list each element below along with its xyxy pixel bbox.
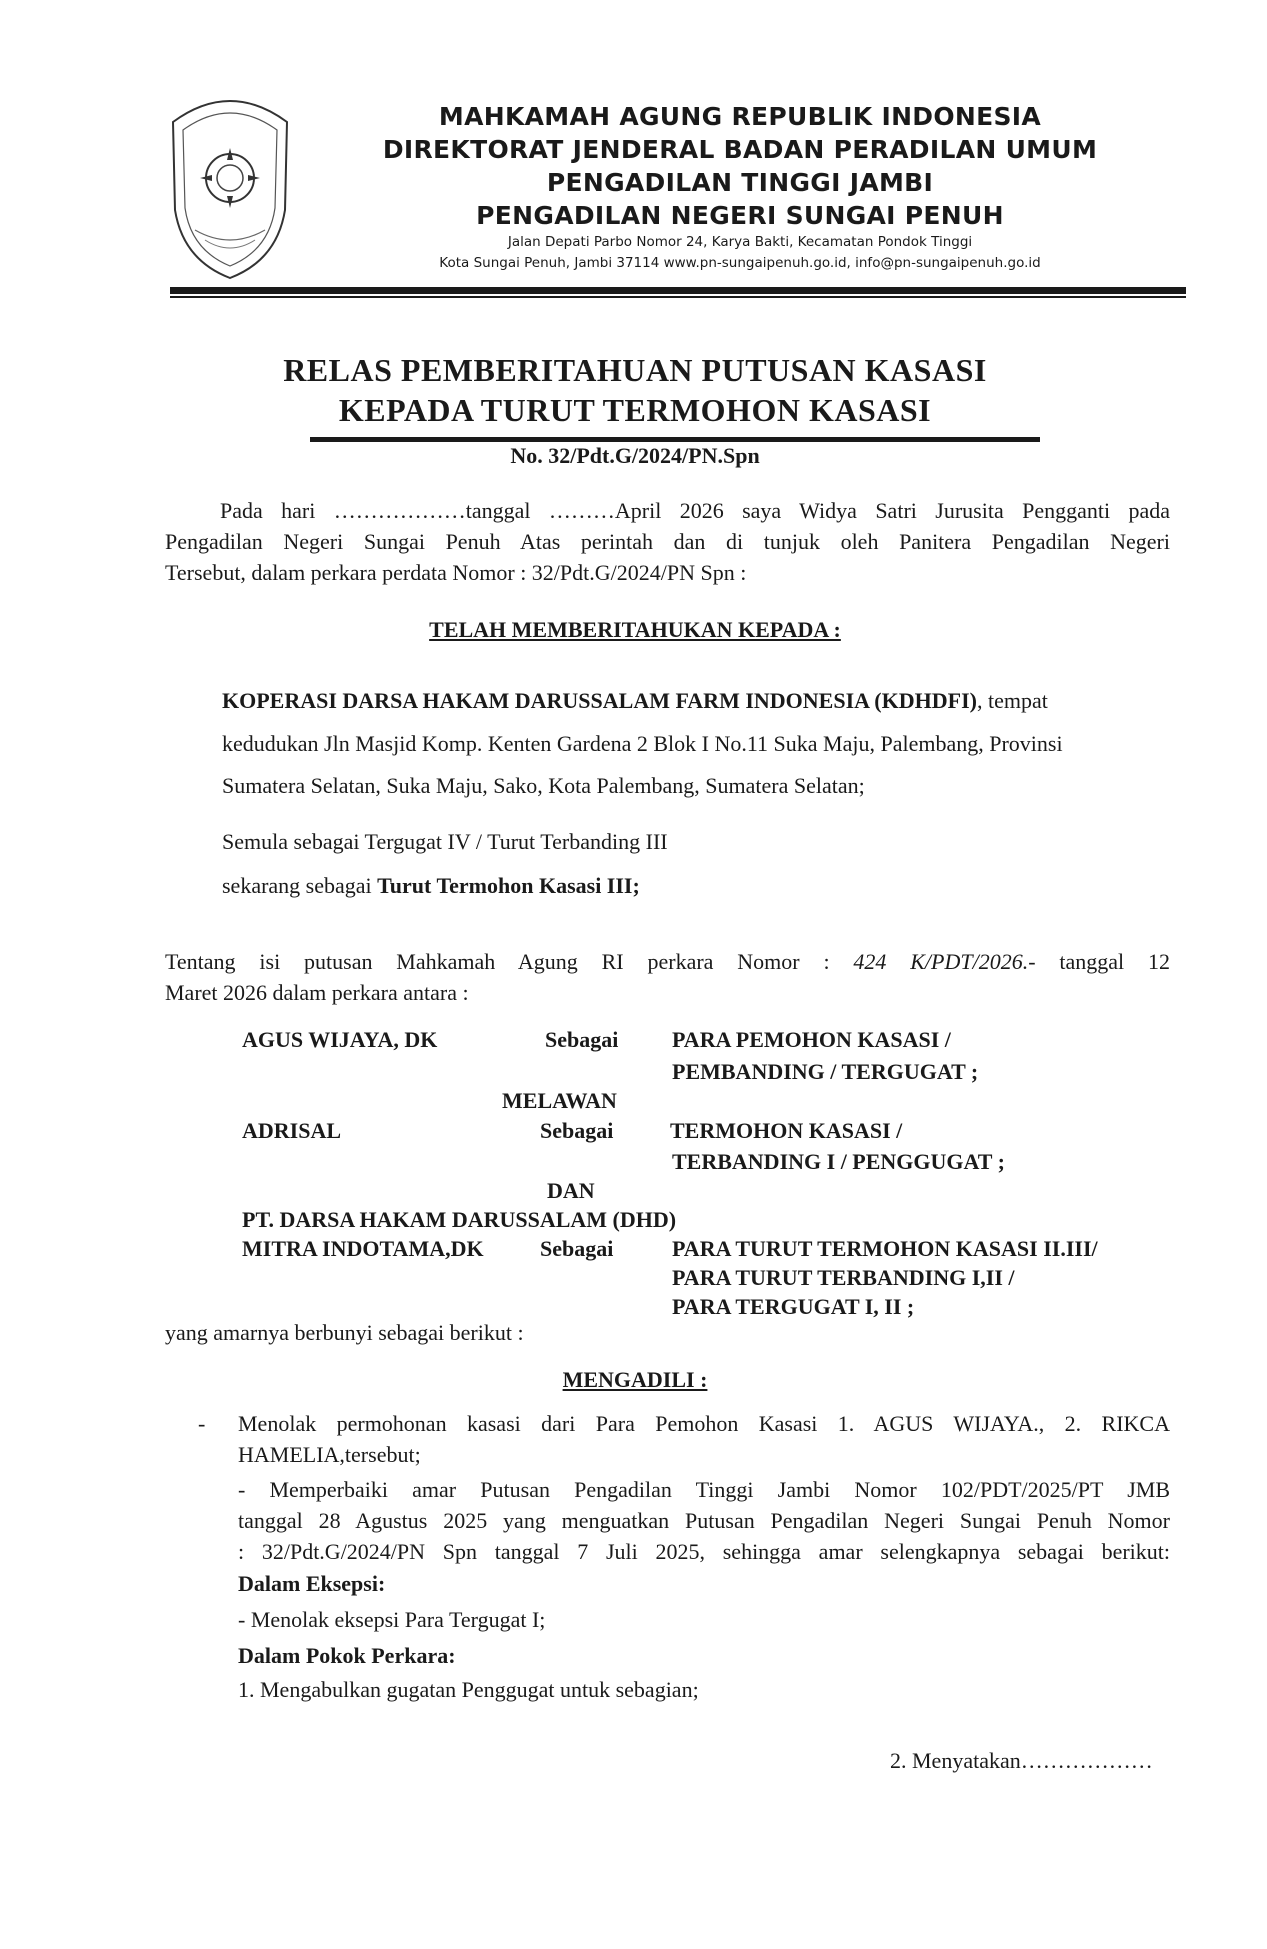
recipient-address-1: kedudukan Jln Masjid Komp. Kenten Gardena 2 Blok I No.11 Suka Maju, Palembang, Provinsi (222, 731, 1063, 756)
court-seal-logo (165, 90, 295, 285)
party-3-role-1: PARA TURUT TERMOHON KASASI II.III/ (672, 1236, 1098, 1261)
decision-prefix: Tentang isi putusan Mahkamah Agung RI perkara Nomor : (165, 949, 854, 974)
letterhead-line-2: DIREKTORAT JENDERAL BADAN PERADILAN UMUM (382, 135, 1098, 164)
verdict-item-1-line-2: HAMELIA,tersebut; (238, 1442, 421, 1467)
intro-line-1: Pada hari ………………tanggal ………April 2026 saya Widya Satri Jurusita Pengganti pada (220, 498, 1170, 523)
document-title-line-1: RELAS PEMBERITAHUAN PUTUSAN KASASI (283, 352, 987, 388)
document-title-line-2: KEPADA TURUT TERMOHON KASASI (338, 392, 932, 428)
party-2-as: Sebagai (540, 1118, 614, 1143)
recipient-name: KOPERASI DARSA HAKAM DARUSSALAM FARM INDONESIA (KDHDFI) (222, 688, 977, 713)
letterhead-line-4: PENGADILAN NEGERI SUNGAI PENUH (476, 201, 1004, 230)
intro-line-2: Pengadilan Negeri Sungai Penuh Atas perintah dan di tunjuk oleh Panitera Pengadilan Negeri (165, 529, 1170, 554)
party-1-name: AGUS WIJAYA, DK (242, 1027, 438, 1052)
pokok-perkara-item-1: 1. Mengabulkan gugatan Penggugat untuk sebagian; (238, 1677, 699, 1702)
party-3-role-3: PARA TERGUGAT I, II ; (672, 1294, 915, 1319)
party-3-name-1: PT. DARSA HAKAM DARUSSALAM (DHD) (242, 1207, 677, 1232)
recipient-name-suffix: , tempat (976, 688, 1048, 713)
letterhead-line-3: PENGADILAN TINGGI JAMBI (546, 168, 934, 197)
decision-line-1 (165, 947, 1170, 976)
page-continuation: 2. Menyatakan……………… (890, 1748, 1153, 1773)
party-2-role-1: TERMOHON KASASI / (670, 1118, 903, 1143)
amar-intro: yang amarnya berbunyi sebagai berikut : (165, 1320, 524, 1345)
party-3-name-2: MITRA INDOTAMA,DK (242, 1236, 484, 1261)
recipient-formerly: Semula sebagai Tergugat IV / Turut Terbanding III (222, 829, 668, 854)
decision-suffix: tanggal 12 (1035, 949, 1170, 974)
recipient-address-2: Sumatera Selatan, Suka Maju, Sako, Kota Palembang, Sumatera Selatan; (222, 773, 865, 798)
party-1-role-2: PEMBANDING / TERGUGAT ; (672, 1059, 979, 1084)
heading-notify: TELAH MEMBERITAHUKAN KEPADA : (429, 617, 841, 642)
eksepsi-item: - Menolak eksepsi Para Tergugat I; (238, 1607, 546, 1632)
party-3-as: Sebagai (540, 1236, 614, 1261)
and-label: DAN (547, 1178, 595, 1203)
party-1-as: Sebagai (545, 1027, 619, 1052)
letterhead-address-1: Jalan Depati Parbo Nomor 24, Karya Bakti, Kecamatan Pondok Tinggi (507, 234, 973, 250)
party-2-role-2: TERBANDING I / PENGGUGAT ; (672, 1149, 1005, 1174)
verdict-dash: - (198, 1411, 206, 1436)
intro-line-3: Tersebut, dalam perkara perdata Nomor : 32/Pdt.G/2024/PN Spn : (165, 560, 747, 585)
party-3-role-2: PARA TURUT TERBANDING I,II / (672, 1265, 1015, 1290)
recipient-now (222, 871, 1182, 900)
verdict-item-1-line-1: Menolak permohonan kasasi dari Para Pemohon Kasasi 1. AGUS WIJAYA., 2. RIKCA (238, 1411, 1170, 1436)
versus-label: MELAWAN (502, 1088, 617, 1113)
decision-line-2: Maret 2026 dalam perkara antara : (165, 980, 469, 1005)
eksepsi-heading: Dalam Eksepsi: (238, 1571, 386, 1596)
recipient-name-line (222, 686, 1182, 715)
verdict-item-2-line-3: : 32/Pdt.G/2024/PN Spn tanggal 7 Juli 2025, sehingga amar selengkapnya sebagai berikut: (238, 1539, 1170, 1564)
heading-mengadili: MENGADILI : (562, 1367, 708, 1392)
party-2-name: ADRISAL (242, 1118, 342, 1143)
decision-number: 424 K/PDT/2026.- (853, 949, 1036, 974)
party-1-role-1: PARA PEMOHON KASASI / (672, 1027, 951, 1052)
letterhead-address-2: Kota Sungai Penuh, Jambi 37114 www.pn-sungaipenuh.go.id, info@pn-sungaipenuh.go.id (439, 255, 1041, 271)
pokok-perkara-heading: Dalam Pokok Perkara: (238, 1643, 456, 1668)
recipient-now-prefix: sekarang sebagai (222, 873, 378, 898)
title-underline (310, 437, 1040, 442)
letterhead-line-1: MAHKAMAH AGUNG REPUBLIK INDONESIA (438, 102, 1042, 131)
verdict-item-2-line-1: - Memperbaiki amar Putusan Pengadilan Tinggi Jambi Nomor 102/PDT/2025/PT JMB (238, 1477, 1170, 1502)
verdict-item-2-line-2: tanggal 28 Agustus 2025 yang menguatkan Putusan Pengadilan Negeri Sungai Penuh Nomor (238, 1508, 1170, 1533)
recipient-now-role: Turut Termohon Kasasi III; (377, 873, 640, 898)
letterhead (300, 100, 1180, 274)
letterhead-rule-thick (170, 287, 1186, 294)
document-number: No. 32/Pdt.G/2024/PN.Spn (510, 443, 760, 468)
letterhead-rule-thin (170, 296, 1186, 298)
